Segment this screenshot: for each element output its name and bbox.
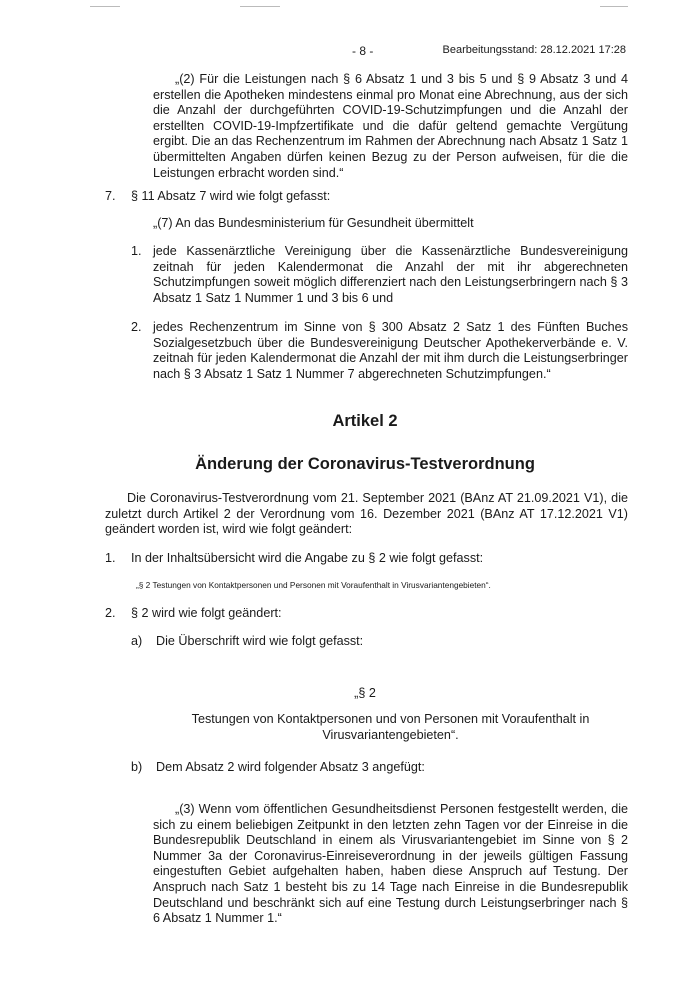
sub-b-label: b): [131, 760, 143, 774]
item-7-sub-2-number: 2.: [131, 320, 142, 334]
quoted-paragraph-3: „(3) Wenn vom öffentlichen Gesundheitsdienst Personen festgestellt werden, die sich zu einem beliebigen Zeitpunkt in den letzten zehn Tagen vor der Einreise in die Bundesrepublik Deutschland in einem als Virusvariantengebiet im Sinne von § 2 Nummer 3a der Coronavirus-Einreiseverordnung in der jeweils gültigen Fassung eingestuften Gebiet aufgehalten haben, haben diese Anspruch auf Testung. Der Anspruch nach Satz 1 besteht bis zu 14 Tage nach Einreise in die Bundesrepublik Deutschland und beschränkt sich auf eine Testung durch Leistungserbringer nach § 6 Absatz 1 Nummer 1.“: [153, 802, 628, 926]
item-7-number: 7.: [105, 189, 116, 203]
scan-mark: [600, 6, 628, 7]
scan-mark: [240, 6, 280, 7]
section-mark: „§ 2: [354, 686, 376, 700]
sub-a-label: a): [131, 634, 143, 648]
art-item-1-quote: „§ 2 Testungen von Kontaktpersonen und Personen mit Voraufenthalt in Virusvariantengebieten“.: [136, 580, 491, 590]
art-item-1-number: 1.: [105, 551, 116, 565]
item-7-sub-1-text: jede Kassenärztliche Vereinigung über die Kassenärztliche Bundesvereinigung zeitnah für jeden Kalendermonat die Anzahl der mit ihr abgerechneten Schutzimpfungen soweit möglich differenziert nach den Leistungserbringern nach § 3 Absatz 1 Satz 1 Nummer 1 und 3 bis 6 und: [153, 244, 628, 305]
quoted-paragraph-2: „(2) Für die Leistungen nach § 6 Absatz 1 und 3 bis 5 und § 9 Absatz 3 und 4 erstellen die Apotheken mindestens einmal pro Monat eine Abrechnung, aus der sich die Anzahl der durchgeführten COVID-19-Schutzimpfungen und die Anzahl der erstellten COVID-19-Impfzertifikate und die dafür geltend gemachte Vergütung ergibt. Die an das Rechenzentrum im Rahmen der Abrechnung nach Absatz 1 Satz 1 übermittelten Angaben dürfen keinen Bezug zu der Person aufweisen, für die die Leistungen erbracht worden sind.“: [153, 72, 628, 180]
article-intro: Die Coronavirus-Testverordnung vom 21. September 2021 (BAnz AT 21.09.2021 V1), die zuletzt durch Artikel 2 der Verordnung vom 16. Dezember 2021 (BAnz AT 17.12.2021 V1) geändert worden ist, wird wie folgt geändert:: [105, 491, 628, 537]
art-item-1-text: In der Inhaltsübersicht wird die Angabe zu § 2 wie folgt gefasst:: [131, 551, 484, 565]
article-title: Änderung der Coronavirus-Testverordnung: [195, 455, 535, 473]
section-title: Testungen von Kontaktpersonen und von Personen mit Voraufenthalt in Virusvariantengebieten“.: [191, 712, 590, 742]
sub-b-text: Dem Absatz 2 wird folgender Absatz 3 angefügt:: [156, 760, 425, 774]
art-item-2-number: 2.: [105, 606, 116, 620]
item-7-sub-1-number: 1.: [131, 244, 142, 258]
edit-status: Bearbeitungsstand: 28.12.2021 17:28: [442, 44, 626, 56]
page-number: - 8 -: [352, 44, 374, 58]
item-7-sub-2-text: jedes Rechenzentrum im Sinne von § 300 Absatz 2 Satz 1 des Fünften Buches Sozialgesetzbuch über die Bundesvereinigung Deutscher Apothekerverbände e. V. zeitnah für jeden Kalendermonat die Anzahl der mit ihm durch die Leistungserbringer nach § 3 Absatz 1 Satz 1 Nummer 7 abgerechneten Schutzimpfungen.“: [153, 320, 628, 381]
item-7-text: § 11 Absatz 7 wird wie folgt gefasst:: [131, 189, 331, 203]
sub-a-text: Die Überschrift wird wie folgt gefasst:: [156, 634, 364, 648]
scan-mark: [90, 6, 120, 7]
item-7-quote-intro: „(7) An das Bundesministerium für Gesundheit übermittelt: [153, 216, 474, 230]
article-heading: Artikel 2: [332, 412, 398, 430]
art-item-2-text: § 2 wird wie folgt geändert:: [131, 606, 282, 620]
